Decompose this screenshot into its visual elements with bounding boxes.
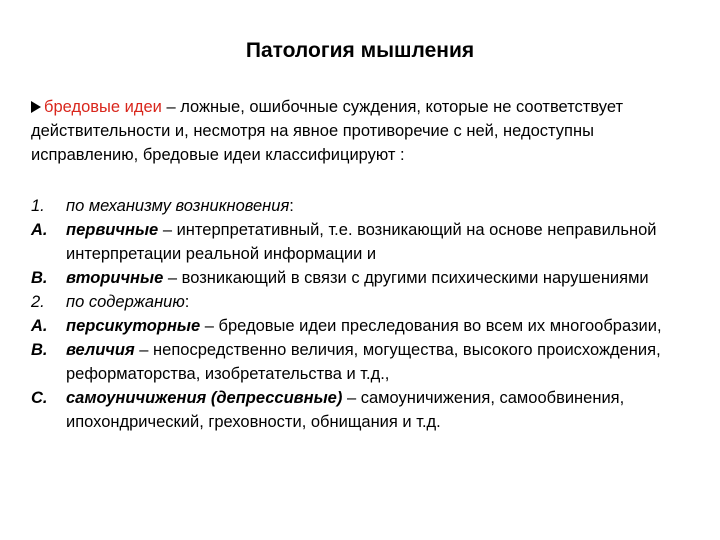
list-marker: 1. [31,197,45,215]
group-label-suffix: : [289,197,294,215]
item-term: вторичные [66,269,164,287]
item-text: – бредовые идеи преследования во всем их многообразии, [200,317,662,335]
group-label: по механизму возникновения [66,197,290,215]
item-text: – интерпретативный, т.е. возникающий на основе неправильной интерпретации реальной информации и [66,221,657,263]
arrow-bullet-icon [31,101,41,113]
list-marker: B. [31,269,48,287]
intro-paragraph [31,95,703,167]
slide-title: Патология мышления [245,39,475,62]
item-term: самоуничижения (депрессивные) [66,389,343,407]
list-item-content [66,266,703,290]
item-text: – возникающий в связи с другими психическими нарушениями [163,269,649,287]
list-item-content [66,290,703,314]
item-term: величия [66,341,135,359]
list-item-content [66,338,703,386]
intro-term: бредовые идеи [44,98,162,116]
list-item-content [66,386,703,434]
group-label-suffix: : [184,293,190,311]
list-item-content [66,314,703,338]
list-item [31,218,703,266]
list-marker: B. [31,341,48,359]
list-marker: A. [31,317,48,335]
list-item-group-2 [31,290,703,314]
list-marker: 2. [31,293,45,311]
item-term: персикуторные [66,317,201,335]
list-item-group-1 [31,194,703,218]
intro-text: – ложные, ошибочные суждения, которые не соответствует действительности и, несмотря на явное противоречие с ней, недоступны исправлению, бредовые идеи классифицируют : [31,98,624,164]
list-item-content [66,218,703,266]
item-term: первичные [66,221,159,239]
list-item [31,386,703,434]
group-label: по содержанию [66,293,185,311]
list-item [31,314,703,338]
item-text: – непосредственно величия, могущества, высокого происхождения, реформаторства, изобретательства и т.д., [66,341,661,383]
classification-list [31,194,703,434]
list-item-content [66,194,703,218]
list-item [31,266,703,290]
list-marker: A. [31,221,48,239]
item-text: – самоуничижения, самообвинения, ипохондрический, греховности, обнищания и т.д. [66,389,625,431]
list-marker: C. [31,389,48,407]
list-item [31,338,703,386]
